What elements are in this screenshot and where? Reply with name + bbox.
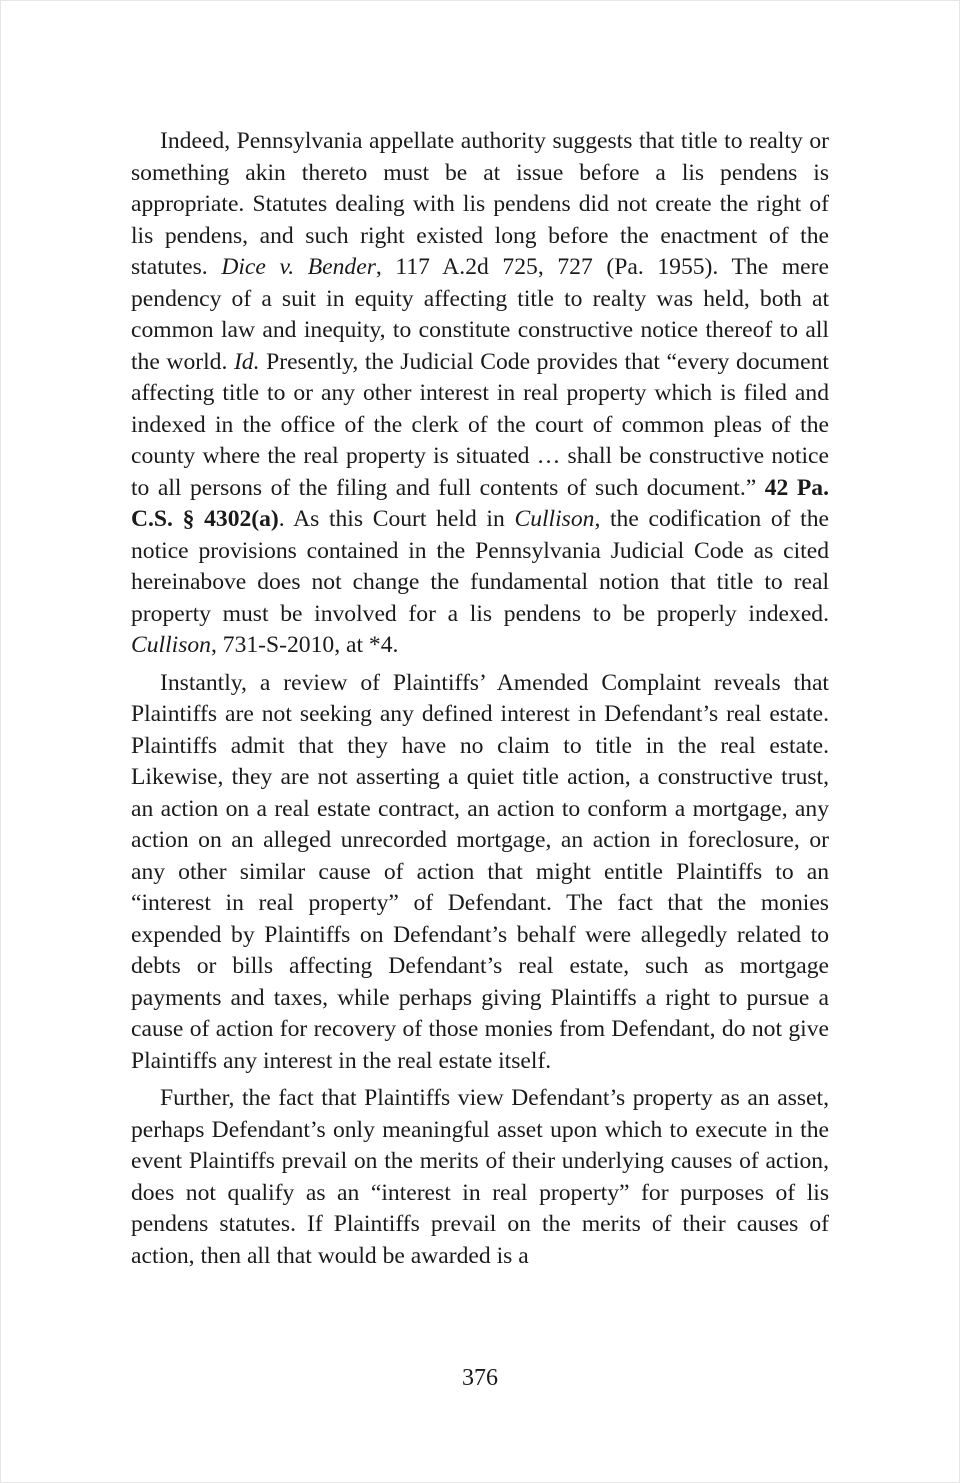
text-span: , 731-S-2010, at *4. <box>210 632 399 658</box>
paragraph-1 <box>131 126 829 662</box>
paragraph-2 <box>131 668 829 1078</box>
case-citation: Cullison <box>514 506 595 532</box>
text-span: . As this Court held in <box>278 506 515 532</box>
text-span: Presently, the Judicial Code provides that “every document affecting title to or any other interest in real property which is filed and indexed in the office of the clerk of the court of common pleas of the county where the real property is situated … shall be constructive notice to all persons of the filing and full contents of such document.” <box>131 348 829 501</box>
case-citation: Dice v. Bender <box>221 254 376 280</box>
text-span: , the codification of the notice provisions contained in the Pennsylvania Judicial Code as cited hereinabove does not change the fundamental notion that title to real property must be involved for a lis pendens to be properly indexed. <box>131 506 830 627</box>
text-span: , 117 A.2d 725, 727 (Pa. 1955). The mere pendency of a suit in equity affecting title to realty was held, both at common law and inequity, to constitute constructive notice thereof to all the world. <box>131 254 829 375</box>
document-body <box>131 126 829 1272</box>
paragraph-3 <box>131 1083 829 1272</box>
page-number: 376 <box>462 1365 498 1391</box>
text-span: Instantly, a review of Plaintiffs’ Amended Complaint reveals that Plaintiffs are not seeking any defined interest in Defendant’s real estate. Plaintiffs admit that they have no claim to title in the real estate. Likewise, they are not asserting a quiet title action, a constructive trust, an action on a real estate contract, an action to conform a mortgage, any action on an alleged unrecorded mortgage, an action in foreclosure, or any other similar cause of action that might entitle Plaintiffs to an “interest in real property” of Defendant. The fact that the monies expended by Plaintiffs on Defendant’s behalf were allegedly related to debts or bills affecting Defendant’s real estate, such as mortgage payments and taxes, while perhaps giving Plaintiffs a right to pursue a cause of action for recovery of those monies from Defendant, do not give Plaintiffs any interest in the real estate itself. <box>131 669 829 1074</box>
statute-citation: 42 Pa. C.S. § 4302(a) <box>131 474 829 532</box>
text-span: Indeed, Pennsylvania appellate authority suggests that title to realty or something akin thereto must be at issue before a lis pendens is appropriate. Statutes dealing with lis pendens did not create the right of lis pendens, and such right existed long before the enactment of the statutes. <box>131 128 829 280</box>
case-citation: Cullison <box>131 632 211 658</box>
text-span: Further, the fact that Plaintiffs view Defendant’s property as an asset, perhaps Defendant’s only meaningful asset upon which to execute in the event Plaintiffs prevail on the merits of their underlying causes of action, does not qualify as an “interest in real property” for purposes of lis pendens statutes. If Plaintiffs prevail on the merits of their causes of action, then all that would be awarded is a <box>131 1085 829 1269</box>
id-citation: Id. <box>233 348 260 375</box>
